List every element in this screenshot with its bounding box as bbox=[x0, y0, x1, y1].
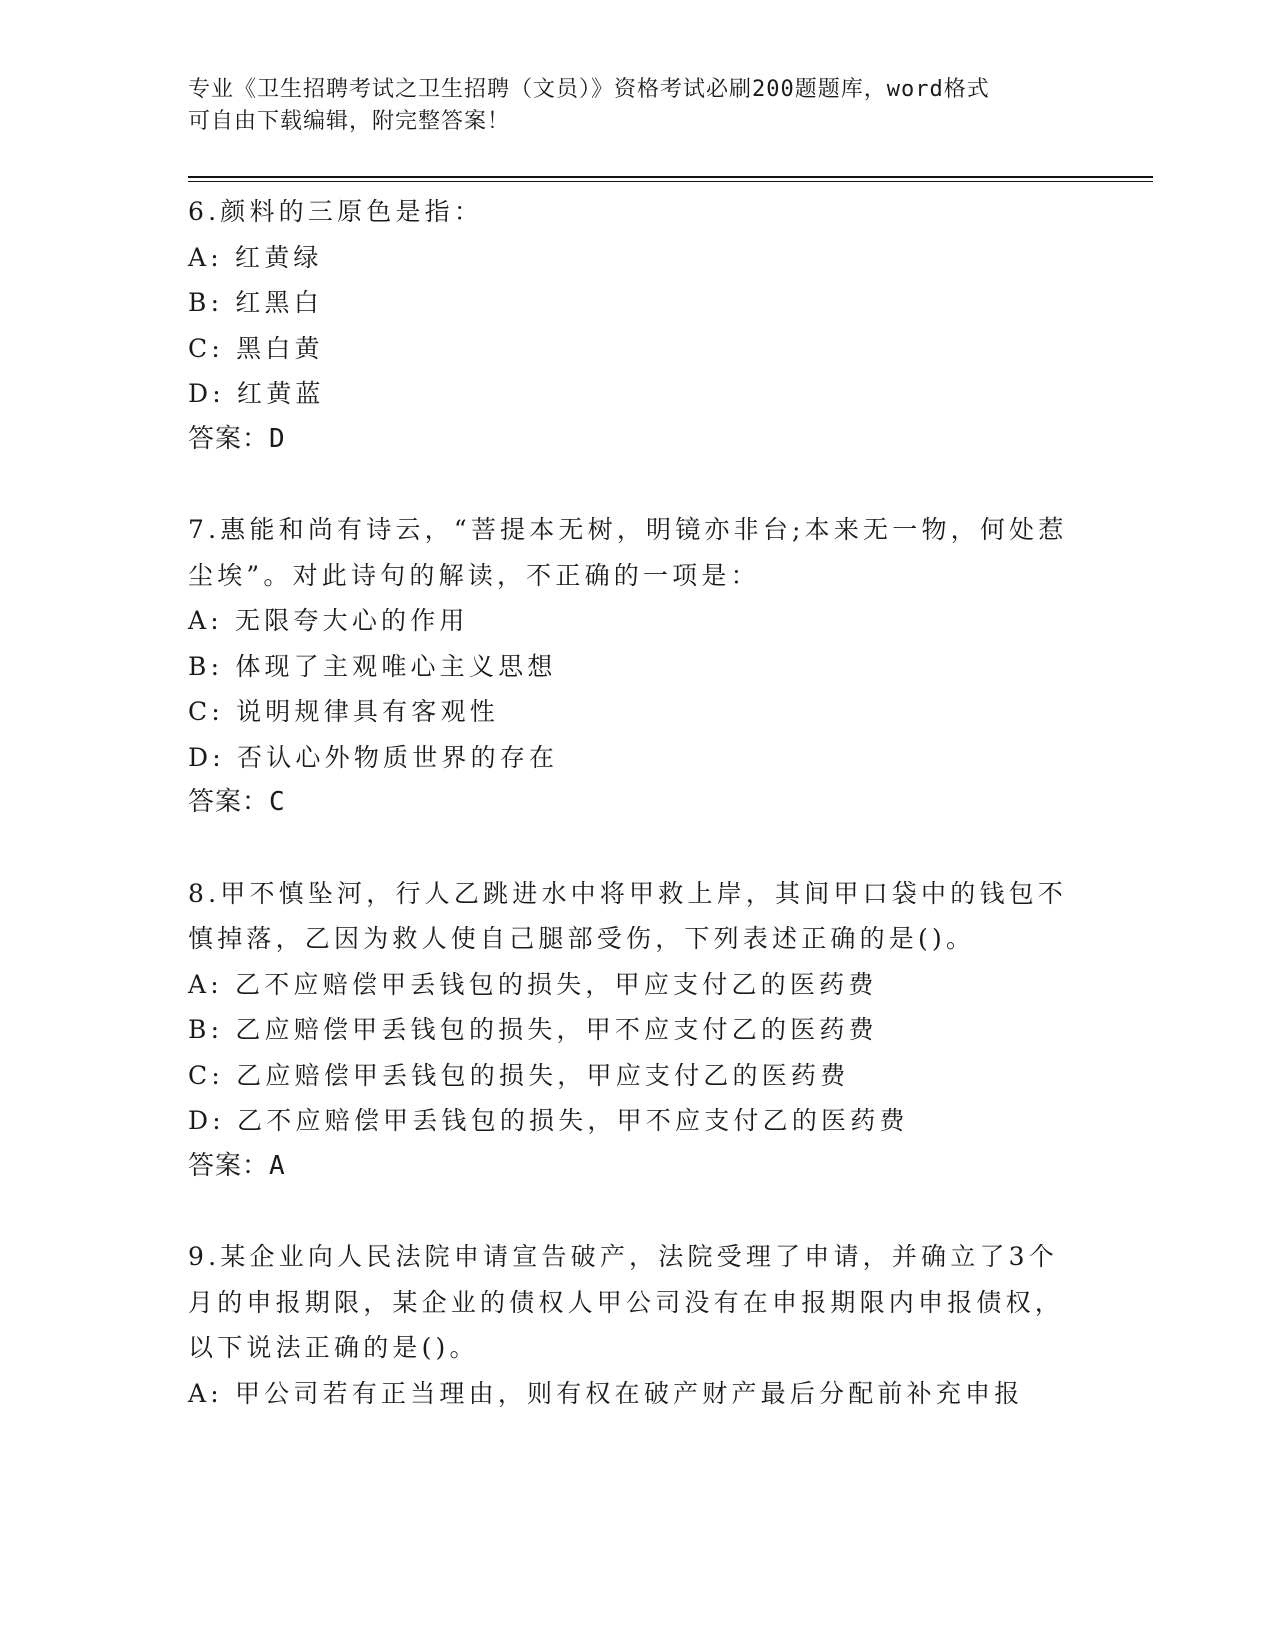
answer-line bbox=[188, 780, 1088, 826]
question-stem-line-2: 月的申报期限，某企业的债权人甲公司没有在申报期限内申报债权， bbox=[188, 1287, 1065, 1317]
answer-label: 答案： bbox=[188, 423, 270, 454]
answer-value: D bbox=[269, 423, 286, 454]
option-d: D: 红黄蓝 bbox=[188, 379, 325, 408]
question-stem: 6.颜料的三原色是指： bbox=[188, 197, 484, 226]
question-stem-line-3: 以下说法正确的是()。 bbox=[188, 1333, 479, 1362]
header-divider-thin bbox=[188, 181, 1153, 182]
question-6 bbox=[188, 189, 1088, 462]
question-stem-line-1: 9.某企业向人民法院申请宣告破产，法院受理了申请，并确立了3个 bbox=[188, 1242, 1058, 1271]
question-list bbox=[188, 189, 1088, 1461]
answer-line bbox=[188, 1144, 1088, 1190]
answer-value: C bbox=[269, 787, 286, 817]
document-header bbox=[188, 74, 1088, 138]
question-stem-line-1: 8.甲不慎坠河，行人乙跳进水中将甲救上岸，其间甲口袋中的钱包不 bbox=[188, 878, 1068, 908]
question-stem-line-1: 7.惠能和尚有诗云，“菩提本无树，明镜亦非台;本来无一物，何处惹 bbox=[188, 515, 1068, 544]
option-d: D: 乙不应赔偿甲丢钱包的损失，甲不应支付乙的医药费 bbox=[188, 1106, 909, 1135]
question-stem-line-2: 慎掉落，乙因为救人使自己腿部受伤，下列表述正确的是()。 bbox=[188, 924, 976, 953]
header-divider-thick bbox=[188, 176, 1153, 178]
option-b: B: 红黑白 bbox=[188, 288, 323, 317]
answer-label: 答案： bbox=[188, 1150, 270, 1181]
option-c: C: 黑白黄 bbox=[188, 333, 324, 363]
answer-label: 答案： bbox=[188, 787, 270, 817]
option-a: A: 甲公司若有正当理由，则有权在破产财产最后分配前补充申报 bbox=[188, 1378, 1024, 1408]
option-c: C: 说明规律具有客观性 bbox=[188, 697, 499, 726]
question-7 bbox=[188, 507, 1088, 826]
answer-line bbox=[188, 417, 1088, 463]
header-line-2: 可自由下载编辑，附完整答案！ bbox=[188, 109, 511, 134]
question-stem-line-2: 尘埃”。对此诗句的解读，不正确的一项是： bbox=[188, 560, 760, 590]
option-c: C: 乙应赔偿甲丢钱包的损失，甲应支付乙的医药费 bbox=[188, 1060, 850, 1090]
option-b: B: 乙应赔偿甲丢钱包的损失，甲不应支付乙的医药费 bbox=[188, 1015, 878, 1044]
question-8 bbox=[188, 871, 1088, 1190]
option-b: B: 体现了主观唯心主义思想 bbox=[188, 651, 557, 681]
option-a: A: 乙不应赔偿甲丢钱包的损失，甲应支付乙的医药费 bbox=[188, 969, 878, 999]
option-a: A: 无限夸大心的作用 bbox=[188, 606, 469, 635]
option-a: A: 红黄绿 bbox=[188, 242, 323, 272]
option-d: D: 否认心外物质世界的存在 bbox=[188, 742, 559, 772]
question-9 bbox=[188, 1234, 1088, 1416]
header-line-1: 专业《卫生招聘考试之卫生招聘（文员）》资格考试必刷200题题库，word格式 bbox=[188, 77, 990, 102]
answer-value: A bbox=[269, 1150, 286, 1181]
